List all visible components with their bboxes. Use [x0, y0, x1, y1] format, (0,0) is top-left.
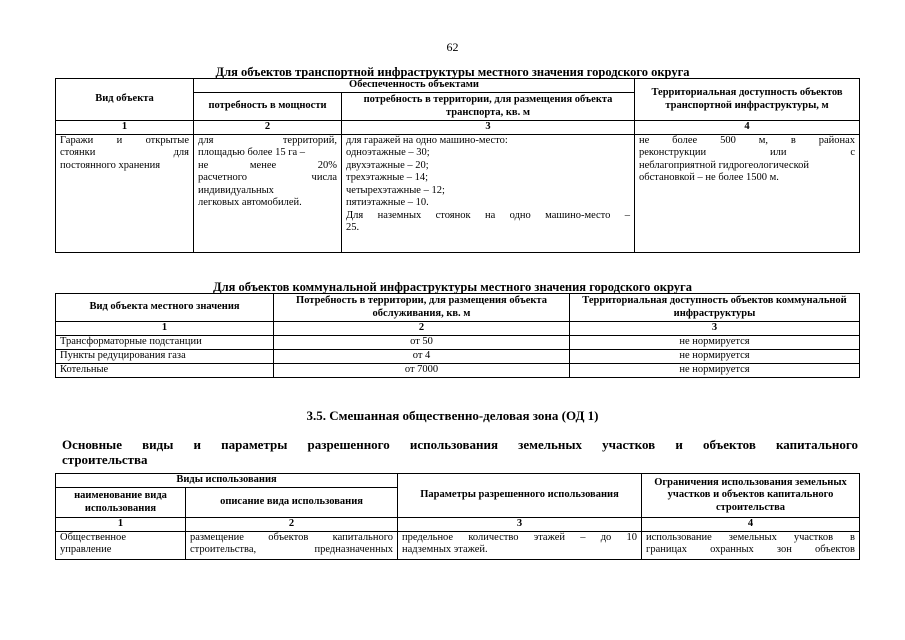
communal-table-title: Для объектов коммунальной инфраструктуры местного значения городского округа — [213, 280, 692, 294]
cell-params — [398, 531, 642, 559]
column-number: 2 — [186, 518, 398, 532]
column-number: 3 — [398, 518, 642, 532]
header-territory: Потребность в территории, для размещения объекта обслуживания, кв. м — [274, 294, 570, 322]
text-line: площадью более 15 га – — [198, 147, 306, 158]
text-line: не более 500 м, в районах — [639, 134, 856, 146]
header-territory: потребность в территории, для размещения объекта транспорта, кв. м — [342, 93, 635, 121]
text-line: реконструкции или с — [639, 147, 856, 158]
header-access: Территориальная доступность объектов коммунальной инфраструктуры — [570, 294, 860, 322]
cell-access: не нормируется — [570, 363, 860, 377]
cell-access — [635, 134, 860, 252]
column-number: 2 — [194, 121, 342, 135]
text-line: индивидуальных — [198, 184, 274, 196]
header-access: Территориальная доступность объектов транспортной инфраструктуры, м — [635, 79, 860, 121]
header-capacity: потребность в мощности — [194, 93, 342, 121]
text-line: Для наземных стоянок на одно машино-место – — [346, 209, 631, 221]
cell-capacity — [194, 134, 342, 252]
cell-territory: от 7000 — [274, 363, 570, 377]
text-line: Гаражи и открытые — [60, 134, 189, 146]
text-line: не менее 20% — [198, 159, 337, 171]
column-number: 3 — [342, 121, 635, 135]
usage-table — [55, 473, 860, 560]
cell-object-type — [56, 134, 194, 252]
cell-territory: от 50 — [274, 335, 570, 349]
text-line: стоянки для — [60, 147, 189, 158]
text-line: обстановкой – не более 1500 м. — [639, 172, 779, 183]
text-line: трехэтажные – 14; — [346, 172, 428, 183]
column-number: 1 — [56, 322, 274, 336]
text-line: использование земельных участков в — [646, 531, 856, 543]
header-usage-kinds: Виды использования — [56, 474, 398, 488]
text-line: пятиэтажные – 10. — [346, 197, 429, 208]
text-line: строительства, предназначенных — [190, 544, 394, 555]
section-paragraph — [62, 437, 858, 467]
text-line: 25. — [346, 222, 360, 233]
text-line: Общественное — [60, 531, 127, 543]
cell-usage-description — [186, 531, 398, 559]
cell-object-type: Трансформаторные подстанции — [56, 335, 274, 349]
header-usage-description: описание вида использования — [186, 488, 398, 518]
cell-object-type: Котельные — [56, 363, 274, 377]
cell-territory — [342, 134, 635, 252]
cell-territory: от 4 — [274, 349, 570, 363]
transport-table — [55, 78, 860, 253]
header-provision: Обеспеченность объектами — [194, 79, 635, 93]
column-number: 1 — [56, 121, 194, 135]
cell-access: не нормируется — [570, 335, 860, 349]
page-number: 62 — [446, 40, 459, 54]
header-object-type: Вид объекта местного значения — [56, 294, 274, 322]
header-limits: Ограничения использования земельных участков и объектов капитального строительства — [642, 474, 860, 518]
text-line: одноэтажные – 30; — [346, 147, 430, 158]
text-line: границах охранных зон объектов — [646, 544, 856, 555]
header-params: Параметры разрешенного использования — [398, 474, 642, 518]
text-line: размещение объектов капитального — [190, 531, 394, 543]
text-line: двухэтажные – 20; — [346, 159, 429, 171]
paragraph-line: Основные виды и параметры разрешенного использования земельных участков и объектов капитального — [62, 437, 858, 452]
text-line: надземных этажей. — [402, 544, 488, 555]
text-line: предельное количество этажей – до 10 — [402, 531, 638, 543]
text-line: неблагоприятной гидрогеологической — [639, 159, 810, 171]
paragraph-line: строительства — [62, 452, 148, 467]
column-number: 3 — [570, 322, 860, 336]
cell-limits — [642, 531, 860, 559]
text-line: для гаражей на одно машино-место: — [346, 134, 508, 146]
transport-table-title: Для объектов транспортной инфраструктуры местного значения городского округа — [215, 65, 690, 79]
column-number: 4 — [642, 518, 860, 532]
text-line: легковых автомобилей. — [198, 197, 302, 208]
text-line: управление — [60, 544, 112, 555]
cell-access: не нормируется — [570, 349, 860, 363]
section-title: 3.5. Смешанная общественно-деловая зона (ОД 1) — [306, 408, 599, 423]
cell-usage-name — [56, 531, 186, 559]
text-line: расчетного числа — [198, 172, 337, 183]
column-number: 1 — [56, 518, 186, 532]
header-usage-name: наименование вида использования — [56, 488, 186, 518]
cell-object-type: Пункты редуцирования газа — [56, 349, 274, 363]
column-number: 4 — [635, 121, 860, 135]
communal-table — [55, 293, 860, 378]
text-line: постоянного хранения — [60, 159, 161, 171]
column-number: 2 — [274, 322, 570, 336]
text-line: четырехэтажные – 12; — [346, 184, 445, 196]
header-object-type: Вид объекта — [56, 79, 194, 121]
text-line: для территорий, — [198, 134, 337, 146]
